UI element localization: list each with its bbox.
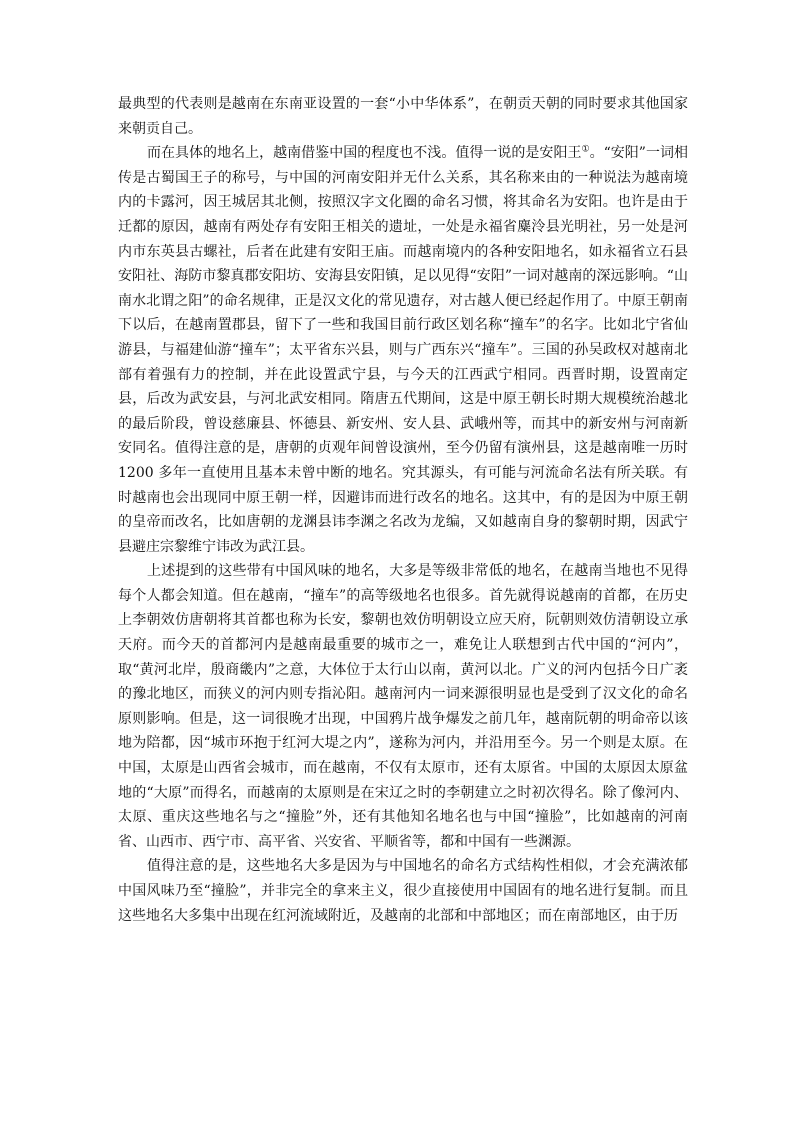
paragraph-text: 最典型的代表则是越南在东南亚设置的一套“小中华体系”，在朝贡天朝的同时要求其他国家来朝贡自己。 xyxy=(118,96,688,137)
paragraph xyxy=(118,141,688,559)
footnote-marker: ① xyxy=(581,144,590,155)
paragraph xyxy=(118,559,688,854)
paragraph-text: 。“安阳”一词相传是古蜀国王子的称号，与中国的河南安阳并无什么关系，其名称来由的一种说法为越南境内的卡露河，因王城居其北侧，按照汉字文化圈的命名习惯，将其命名为安阳。也许是由于迁都的原因，越南有两处存有安阳王相关的遗址，一处是永福省麋泠县光明社，另一处是河内市东英县古螺社，后者在此建有安阳王庙。而越南境内的各种安阳地名，如永福省立石县安阳社、海防市黎真郡安阳坊、安海县安阳镇，足以见得“安阳”一词对越南的深远影响。“山南水北谓之阳”的命名规律，正是汉文化的常见遗存，对古越人便已经起作用了。中原王朝南下以后，在越南置郡县，留下了一些和我国目前行政区划名称“撞车”的名字。比如北宁省仙游县，与福建仙游“撞车”；太平省东兴县，则与广西东兴“撞车”。三国的孙吴政权对越南北部有着强有力的控制，并在此设置武宁县，与今天的江西武宁相同。西晋时期，设置南定县，后改为武安县，与河北武安相同。隋唐五代期间，这是中原王朝长时期大规模统治越北的最后阶段，曾设慈廉县、怀德县、新安州、安人县、武峨州等，而其中的新安州与河南新安同名。值得注意的是，唐朝的贞观年间曾设演州，至今仍留有演州县，这是越南唯一历时 1200 多年一直使用且基本未曾中断的地名。究其源头，有可能与河流命名法有所关联。有时越南也会出现同中原王朝一样，因避讳而进行改名的地名。这其中，有的是因为中原王朝的皇帝而改名，比如唐朝的龙渊县讳李渊之名改为龙编，又如越南自身的黎朝时期，因武宁县避庄宗黎维宁讳改为武江县。 xyxy=(118,145,688,555)
document-body xyxy=(118,92,688,928)
paragraph xyxy=(118,92,688,141)
paragraph-text: 值得注意的是，这些地名大多是因为与中国地名的命名方式结构性相似，才会充满浓郁中国风味乃至“撞脸”，并非完全的拿来主义，很少直接使用中国固有的地名进行复制。而且这些地名大多集中出现在红河流域附近，及越南的北部和中部地区；而在南部地区，由于历 xyxy=(118,858,688,924)
paragraph xyxy=(118,854,688,928)
paragraph-text: 上述提到的这些带有中国风味的地名，大多是等级非常低的地名，在越南当地也不见得每个人都会知道。但在越南，“撞车”的高等级地名也很多。首先就得说越南的首都，在历史上李朝效仿唐朝将其首都也称为长安，黎朝也效仿明朝设立应天府，阮朝则效仿清朝设立承天府。而今天的首都河内是越南最重要的城市之一，难免让人联想到古代中国的“河内”，取“黄河北岸，殷商畿内”之意，大体位于太行山以南，黄河以北。广义的河内包括今日广袤的豫北地区，而狭义的河内则专指沁阳。越南河内一词来源很明显也是受到了汉文化的命名原则影响。但是，这一词很晚才出现，中国鸦片战争爆发之前几年，越南阮朝的明命帝以该地为陪都，因“城市环抱于红河大堤之内”，遂称为河内，并沿用至今。另一个则是太原。在中国，太原是山西省会城市，而在越南，不仅有太原市，还有太原省。中国的太原因太原盆地的“大原”而得名，而越南的太原则是在宋辽之时的李朝建立之时初次得名。除了像河内、太原、重庆这些地名与之“撞脸”外，还有其他知名地名也与中国“撞脸”，比如越南的河南省、山西市、西宁市、高平省、兴安省、平顺省等，都和中国有一些渊源。 xyxy=(118,563,688,850)
paragraph-text: 而在具体的地名上，越南借鉴中国的程度也不浅。值得一说的是安阳王 xyxy=(147,145,582,162)
